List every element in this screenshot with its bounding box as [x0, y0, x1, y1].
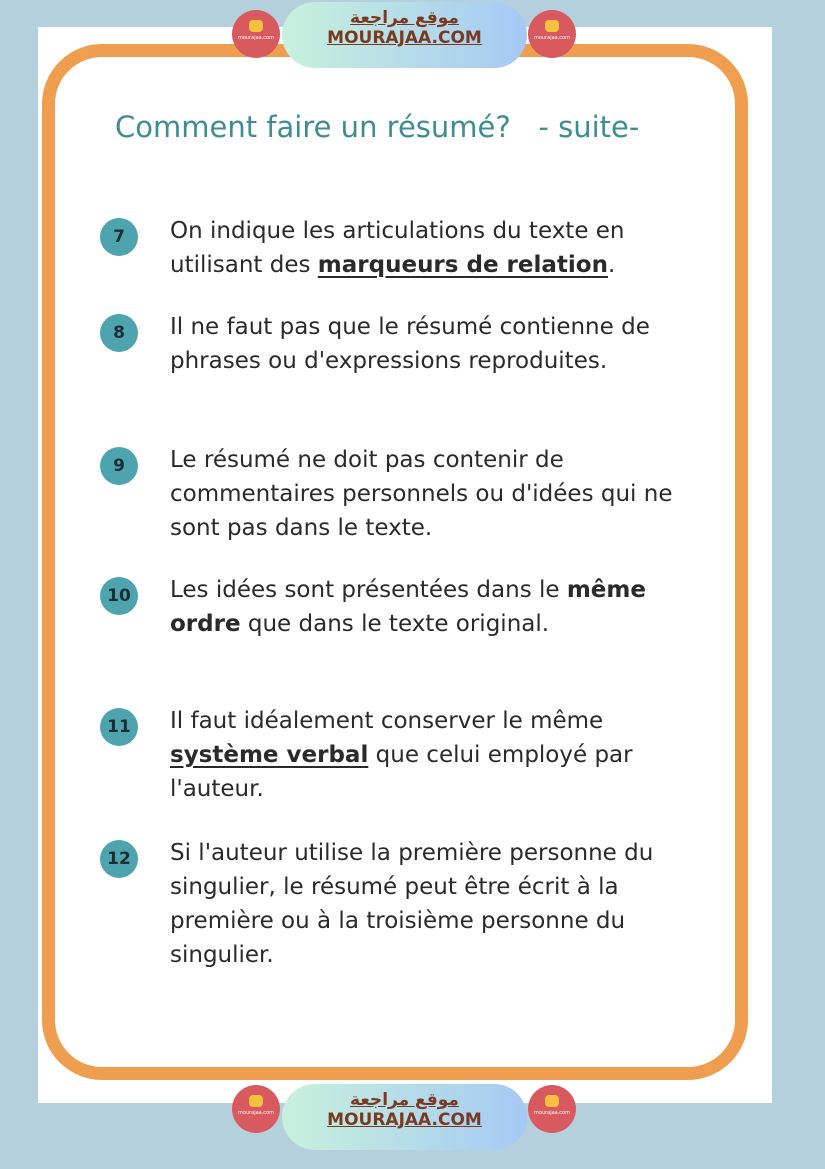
item-text: Il faut idéalement conserver le même système verbal que celui employé par l'auteur.: [170, 708, 633, 802]
number-badge: 10: [100, 577, 138, 615]
site-banner-bottom[interactable]: [282, 1084, 527, 1150]
number-badge: 8: [100, 314, 138, 352]
number-badge: 12: [100, 840, 138, 878]
number-badge: 11: [100, 708, 138, 746]
item-text: On indique les articulations du texte en utilisant des marqueurs de relation.: [170, 218, 625, 278]
site-logo-icon: mourajaa.com: [232, 10, 280, 58]
site-logo-icon: mourajaa.com: [528, 10, 576, 58]
item-text: Il ne faut pas que le résumé contienne de phrases ou d'expressions reproduites.: [170, 314, 650, 374]
item-text: Si l'auteur utilise la première personne du singulier, le résumé peut être écrit à la première ou à la troisième personne du singulier.: [170, 840, 654, 968]
site-logo-icon: mourajaa.com: [528, 1085, 576, 1133]
banner-arabic: موقع مراجعة: [350, 8, 459, 28]
item-text: Les idées sont présentées dans le même ordre que dans le texte original.: [170, 577, 646, 637]
site-banner-top[interactable]: [282, 2, 527, 68]
number-badge: 7: [100, 218, 138, 256]
site-logo-icon: mourajaa.com: [232, 1085, 280, 1133]
banner-arabic: موقع مراجعة: [350, 1090, 459, 1110]
page-title: Comment faire un résumé? - suite-: [115, 110, 640, 144]
banner-latin: MOURAJAA.COM: [327, 28, 482, 48]
item-text: Le résumé ne doit pas contenir de commentaires personnels ou d'idées qui ne sont pas dans le texte.: [170, 447, 673, 541]
number-badge: 9: [100, 447, 138, 485]
banner-latin: MOURAJAA.COM: [327, 1110, 482, 1130]
